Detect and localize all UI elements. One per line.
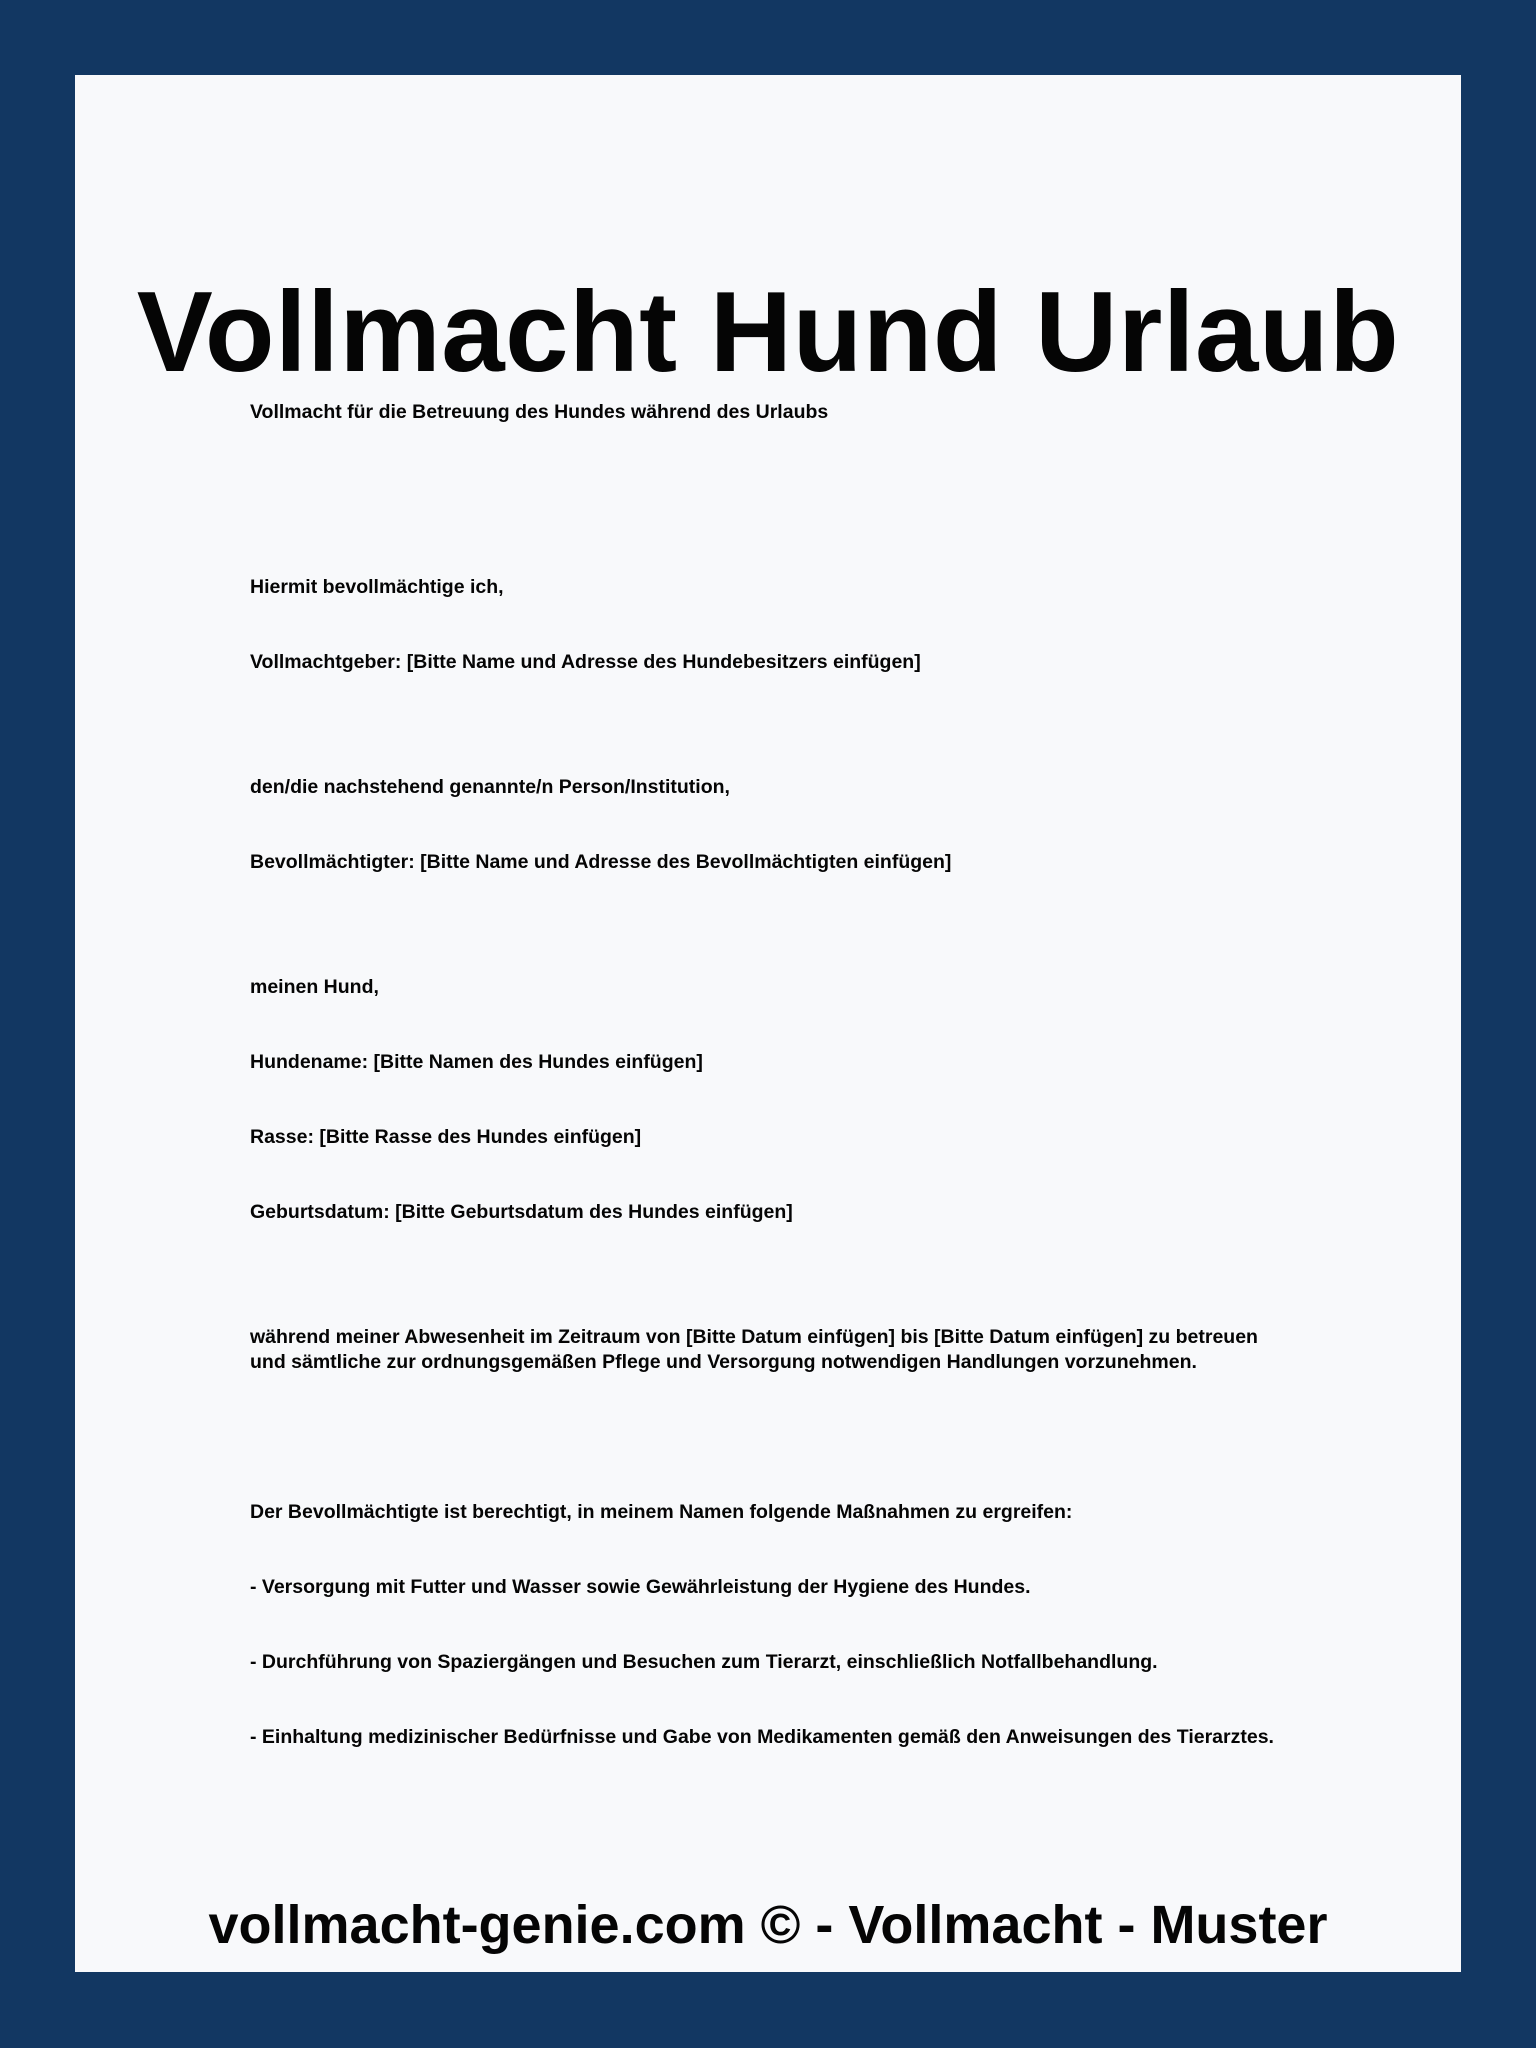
footer-watermark: vollmacht-genie.com © - Vollmacht - Muster: [208, 1895, 1328, 1955]
intro-line: Hiermit bevollmächtige ich,: [250, 576, 504, 598]
authority-intro-line: Der Bevollmächtigte ist berechtigt, in meinem Namen folgende Maßnahmen zu ergreifen:: [250, 1501, 1073, 1523]
agent-intro-line: den/die nachstehend genannte/n Person/Institution,: [250, 776, 730, 798]
document-subtitle: Vollmacht für die Betreuung des Hundes während des Urlaubs: [250, 401, 829, 423]
document-title: Vollmacht Hund Urlaub: [136, 269, 1400, 396]
measure-list-item: - Einhaltung medizinischer Bedürfnisse und Gabe von Medikamenten gemäß den Anweisungen des Tierarztes.: [250, 1726, 1274, 1748]
measure-list-item: - Durchführung von Spaziergängen und Besuchen zum Tierarzt, einschließlich Notfallbehandlung.: [250, 1651, 1158, 1673]
dog-name-field: Hundename: [Bitte Namen des Hundes einfügen]: [250, 1051, 703, 1073]
document-page: [75, 75, 1461, 1972]
dog-intro-line: meinen Hund,: [250, 976, 379, 998]
dog-breed-field: Rasse: [Bitte Rasse des Hundes einfügen]: [250, 1126, 642, 1148]
agent-field: Bevollmächtigter: [Bitte Name und Adresse des Bevollmächtigten einfügen]: [250, 851, 952, 873]
period-paragraph: während meiner Abwesenheit im Zeitraum von [Bitte Datum einfügen] bis [Bitte Datum einfügen] zu betreuen und sämtliche zur ordnungsgemäßen Pflege und Versorgung notwendigen Handlungen vorzunehmen.: [250, 1326, 1258, 1373]
measure-list-item: - Versorgung mit Futter und Wasser sowie Gewährleistung der Hygiene des Hundes.: [250, 1576, 1031, 1598]
grantor-field: Vollmachtgeber: [Bitte Name und Adresse des Hundebesitzers einfügen]: [250, 651, 921, 673]
dog-birthdate-field: Geburtsdatum: [Bitte Geburtsdatum des Hundes einfügen]: [250, 1201, 793, 1223]
